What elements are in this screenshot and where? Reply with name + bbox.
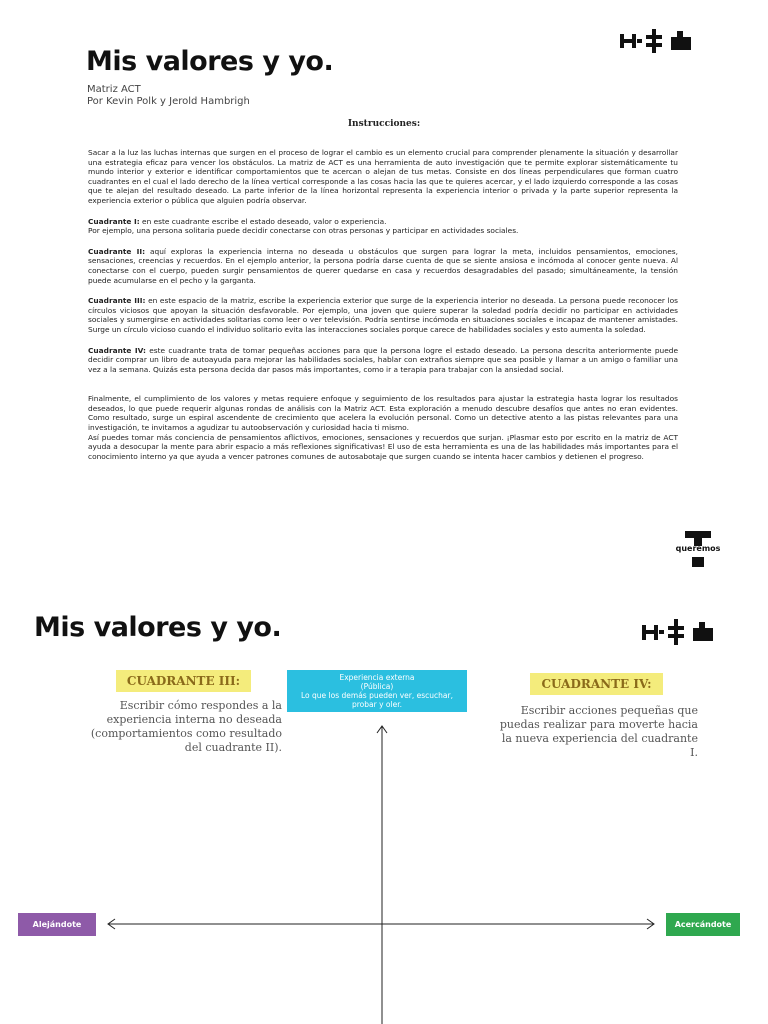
instructions-heading: Instrucciones: (347, 119, 421, 129)
away-label: Alejándote (18, 913, 96, 936)
quadrant-4-paragraph: Cuadrante IV: este cuadrante trata de tomar pequeñas acciones para que la persona logre el estado deseado. La persona descrita anteriormente puede decidir comprar un libro de autoayuda para mejorar las habilidades sociales, hablar con extraños siempre que sea posible y llamar a un amigo o familiar una vez a la semana. Quizás esta persona decida dar pasos más importantes, como ir a terapia para trabajar con la ansiedad social. (88, 345, 678, 374)
quadrant-2-label: Cuadrante II: (88, 246, 146, 256)
intro-paragraph: Sacar a la luz las luchas internas que surgen en el proceso de lograr el cambio es un elemento crucial para comprender plenamente la situación y desarrollar una estrategia eficaz para vencer los obstáculos. La matriz de ACT es una herramienta de auto investigación que te permite explorar sistemáticamente tu mundo interior y exterior e identificar comportamientos que te acercan o alejan de tus metas. Consiste en dos líneas perpendiculares que forman cuatro cuadrantes en el cual el lado derecho de la línea vertical corresponde a las cosas hacia las que te quieres acercar, y el lado izquierdo corresponde a las cosas que te alejan del resultado deseado. La parte inferior de la línea horizontal representa la experiencia interior o privada y la parte superior representa la experiencia exterior o pública que alguien podría observar. (88, 148, 678, 205)
quadrant-3-paragraph: Cuadrante III: en este espacio de la matriz, escribe la experiencia exterior que surge de la experiencia interior no deseada. La persona puede reconocer los círculos viciosos que apoyan la situación desfavorable. Por ejemplo, una joven que quiere superar la soledad podría decidir no participar en actividades sociales y sumergirse en actividades solitarias como leer o ver televisión. Podría sentirse incómoda en situaciones sociales e incapaz de mantener amistades. Surge un círculo vicioso cuando el individuo solitario evita las interacciones sociales porque carece de habilidades sociales y esto aumenta la soledad. (88, 296, 678, 334)
subtitle-authors: Por Kevin Polk y Jerold Hambrigh (87, 96, 250, 107)
quadrant-4-label: Cuadrante IV: (88, 345, 146, 355)
external-experience-title: Experiencia externa (339, 673, 415, 682)
hash-logo-icon (641, 618, 717, 646)
instructions-body (88, 148, 678, 472)
external-experience-box (287, 670, 467, 712)
toward-label: Acercándote (666, 913, 740, 936)
quadrant-1-label: Cuadrante I: (88, 216, 140, 226)
page-2-title: Mis valores y yo. (34, 612, 282, 643)
closing-paragraph-1: Finalmente, el cumplimiento de los valores y metas requiere enfoque y seguimiento de los resultados para ajustar la estrategia hasta lograr los resultados deseados, lo que puede requerir algunas rondas de análisis con la Matriz ACT. Esta exploración a menudo descubre desafíos que antes no eran evidentes. Como resultado, surge un espiral ascendente de crecimiento que acelera la evolución personal. Como un detective atento a las pistas relevantes para una investigación, te invitamos a agudizar tu autoobservación y curiosidad hacia ti mismo. (88, 394, 678, 433)
act-matrix-axes (0, 720, 768, 1024)
hash-logo-icon (619, 28, 695, 54)
quadrant-3-description: Escribir cómo respondes a la experiencia interna no deseada (comportamientos como resultado del cuadrante II). (90, 699, 282, 754)
closing-paragraph-2: Así puedes tomar más conciencia de pensamientos aflictivos, emociones, sensaciones y recuerdos que surjan. ¡Plasmar esto por escrito en la matriz de ACT ayuda a desocupar la mente para abrir espacio a más reflexiones significativas! El uso de esta herramienta es una de las habilidades más importantes para el conocimiento interno ya que ayuda a vencer patrones comunes de autosabotaje que surgen cuando se intenta hacer cambios y detienen el progreso. (88, 432, 678, 461)
subtitle-matrix: Matriz ACT (87, 84, 141, 95)
quadrant-3-label: CUADRANTE III: (116, 670, 251, 692)
quadrant-2-paragraph: Cuadrante II: aquí exploras la experiencia interna no deseada u obstáculos que surgen para lograr la meta, incluidos pensamientos, emociones, sensaciones, creencias y recuerdos. En el ejemplo anterior, la persona podría darse cuenta de que se siente ansiosa e incómoda al conocer gente nueva. Al conectarse con el cuerpo, pueden surgir pensamientos de querer quedarse en casa y recuerdos desagradables del pasado; simultáneamente, la tensión puede acumularse en el pecho y la garganta. (88, 246, 678, 285)
quadrant-4-label: CUADRANTE IV: (530, 673, 663, 695)
queremos-wordmark: queremos (675, 544, 721, 553)
queremos-logo-icon (668, 529, 728, 569)
quadrant-4-description: Escribir acciones pequeñas que puedas realizar para moverte hacia la nueva experiencia del cuadrante I. (499, 704, 698, 759)
quadrant-1-paragraph: Cuadrante I: en este cuadrante escribe el estado deseado, valor o experiencia. Por ejemplo, una persona solitaria puede decidir conectarse con otras personas y participar en actividades sociales. (88, 216, 519, 236)
quadrant-3-label: Cuadrante III: (88, 296, 146, 306)
external-experience-sub: (Pública) (360, 682, 394, 691)
page-title: Mis valores y yo. (86, 46, 334, 77)
external-experience-desc: Lo que los demás pueden ver, escuchar, probar y oler. (301, 691, 453, 709)
